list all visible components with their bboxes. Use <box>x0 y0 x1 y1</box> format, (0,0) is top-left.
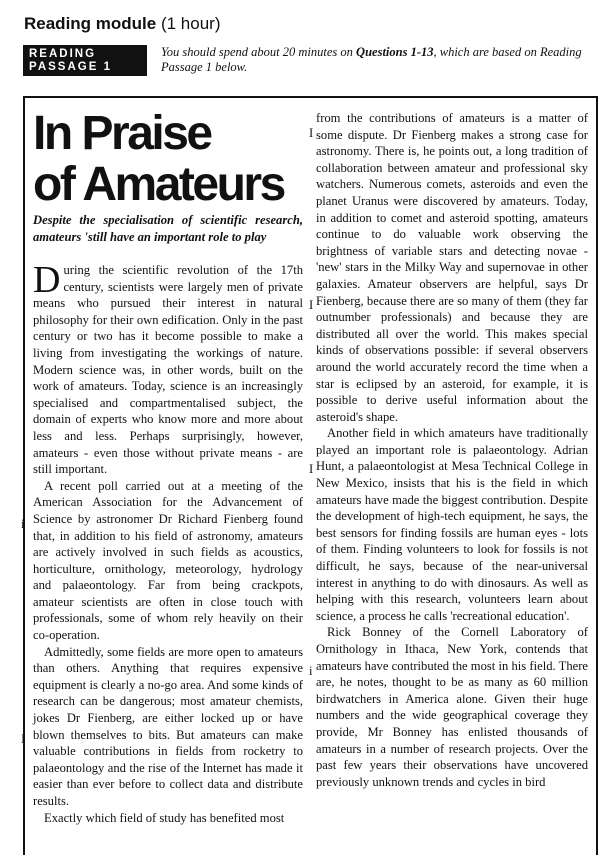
drop-cap: D <box>33 259 61 301</box>
paragraph-5: Another field in which amateurs have traditionally played an important role is palaeontology. Adrian Hunt, a palaeontologist at Mesa Technical College in New Mexico, insists that his is the field in which amateurs have made the biggest contribution. Despite the development of high-tech equipment, he says, the best sensors for finding fossils are human eyes - lots of them. Finding volunteers to look for fossils is not difficult, he says, because of the near-universal interest in anything to do with dinosaurs. As well as helping with this research, volunteers learn about science, a process he calls 'recreational education'. <box>316 426 588 623</box>
module-heading-bold: Reading module <box>24 14 157 33</box>
badge-line-reading: READING <box>29 48 97 60</box>
instructions-text <box>161 45 591 75</box>
module-heading <box>24 14 220 34</box>
paragraph-2: A recent poll carried out at a meeting of the American Association for the Advancement of Science by astronomer Dr Richard Fienberg found that, in addition to his field of astronomy, amateurs are actively involved in such fields as acoustics, horticulture, ornithology, meteorology, hydrology and palaeontology. Far from being crackpots, amateur scientists are often in close touch with professionals, some of whom rely heavily on their co-operation. <box>33 478 303 643</box>
margin-mark: i <box>309 664 313 678</box>
paragraph-4-continued: from the contributions of amateurs is a matter of some dispute. Dr Fienberg makes a strong case for astronomy. There is, he points out, a long tradition of collaboration between amateur and professional sky watchers. Numerous comets, asteroids and even the planet Uranus were discovered by amateurs. Today, in addition to comet and asteroid spotting, amateurs continue to do valuable work observing the brightness of variable stars and detecting novae - 'new' stars in the Milky Way and supernovae in other galaxies. Amateur observers are helpful, says Dr Fienberg, because there are so many of them (they far outnumber professionals) and because they are distributed all over the world. This makes special kinds of observations possible: if several observers around the world accurately record the time when a star is eclipsed by an asteroid, for example, it is possible to derive useful information about the asteroid's shape. <box>316 111 588 424</box>
reading-passage-badge <box>23 45 147 76</box>
paragraph-1-text: uring the scientific revolution of the 17th century, scientists were largely men of private means who pursued their interest in natural philosophy for their own edification. Only in the past century or two has it become possible to make a living from investigating the workings of nature. Modern science was, in other words, built on the work of amateurs. Today, science is an increasingly specialised and compartmentalised subject, the domain of experts who know more and more about less and less. Perhaps surprisingly, however, amateurs - even those without private means - are still important. <box>33 263 303 477</box>
margin-mark: I <box>309 298 314 312</box>
instructions-part-a: You should spend about 20 minutes on <box>161 45 357 59</box>
module-duration: (1 hour) <box>156 14 221 33</box>
right-column <box>316 110 588 790</box>
article-title <box>33 108 308 210</box>
left-column <box>33 259 303 827</box>
margin-mark: I <box>309 462 314 476</box>
instructions-part-c: , which are based on Reading Passage 1 below. <box>161 45 582 74</box>
margin-mark: I <box>309 126 314 140</box>
title-line-2: of Amateurs <box>33 158 284 211</box>
instructions-questions: Questions 1-13 <box>356 45 434 59</box>
badge-line-passage: PASSAGE 1 <box>29 61 112 73</box>
paragraph-4: Exactly which field of study has benefited most <box>44 810 285 825</box>
paragraph-6: Rick Bonney of the Cornell Laboratory of Ornithology in Ithaca, New York, contends that amateurs have contributed the most in his field. There are, he notes, thought to be as many as 60 million birdwatchers in America alone. Given their huge numbers and the wide geographical coverage they provide, Mr Bonney has enlisted thousands of amateurs in a number of research projects. Over the past few years their observations have uncovered previously unknown trends and cycles in bird <box>316 625 588 789</box>
paragraph-1 <box>33 259 303 478</box>
title-line-1: In Praise <box>33 107 211 160</box>
margin-mark: I <box>21 732 26 746</box>
paragraph-3: Admittedly, some fields are more open to amateurs than others. Anything that requires expensive equipment is clearly a no-go area. And some kinds of research can be dangerous; most amateur chemists, jokes Dr Fienberg, are either locked up or have blown themselves to bits. But amateurs can make valuable contributions in fields from rocketry to palaeontology and the rise of the Internet has made it easier than ever before to collect data and distribute results. <box>33 644 303 808</box>
article-subtitle: Despite the specialisation of scientific research, amateurs 'still have an important role to play <box>33 213 303 244</box>
margin-mark: i <box>21 517 25 531</box>
